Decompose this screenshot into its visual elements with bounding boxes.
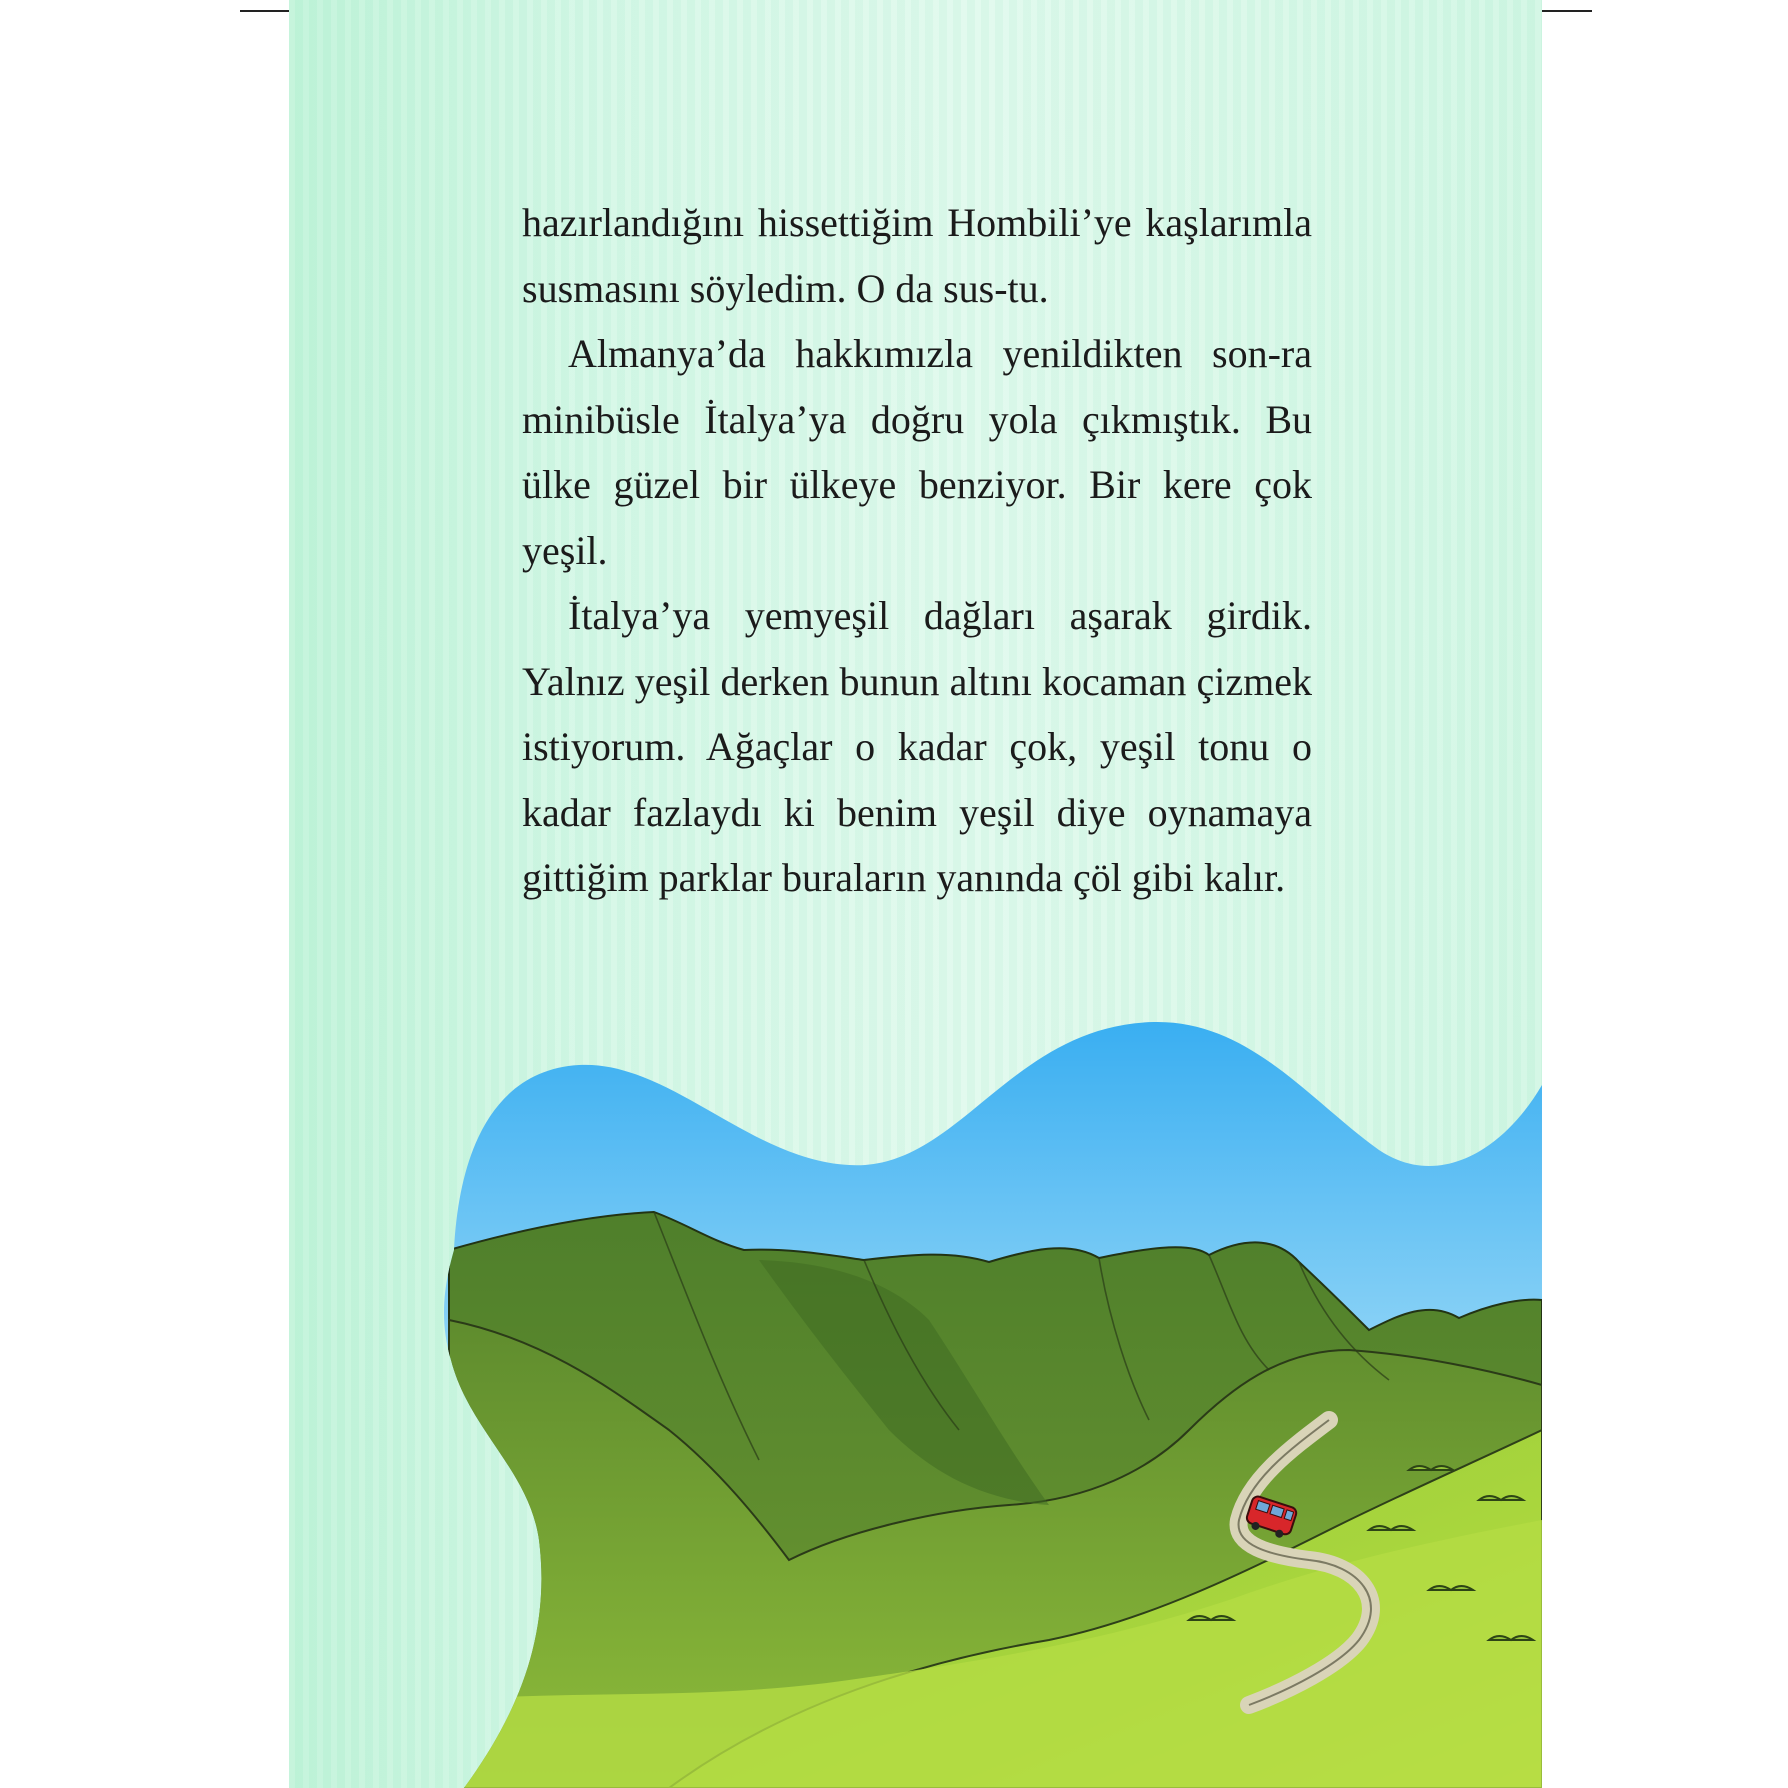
crop-mark-right [1542, 10, 1592, 12]
book-page [289, 0, 1542, 1788]
story-text [522, 190, 1312, 911]
paragraph-1: hazırlandığını hissettiğim Hombili’ye kaşlarımla susmasını söyledim. O da sus-tu. [522, 200, 1312, 311]
paragraph-2: Almanya’da hakkımızla yenildikten son-ra minibüsle İtalya’ya doğru yola çıkmıştık. Bu ülke güzel bir ülkeye benziyor. Bir kere çok yeşil. [522, 331, 1312, 573]
paragraph-3: İtalya’ya yemyeşil dağları aşarak girdik. Yalnız yeşil derken bunun altını kocaman çizmek istiyorum. Ağaçlar o kadar çok, yeşil tonu o kadar fazlaydı ki benim yeşil diye oynamaya gittiğim parklar buraların yanında çöl gibi kalır. [522, 593, 1312, 900]
crop-mark-left [240, 10, 290, 12]
